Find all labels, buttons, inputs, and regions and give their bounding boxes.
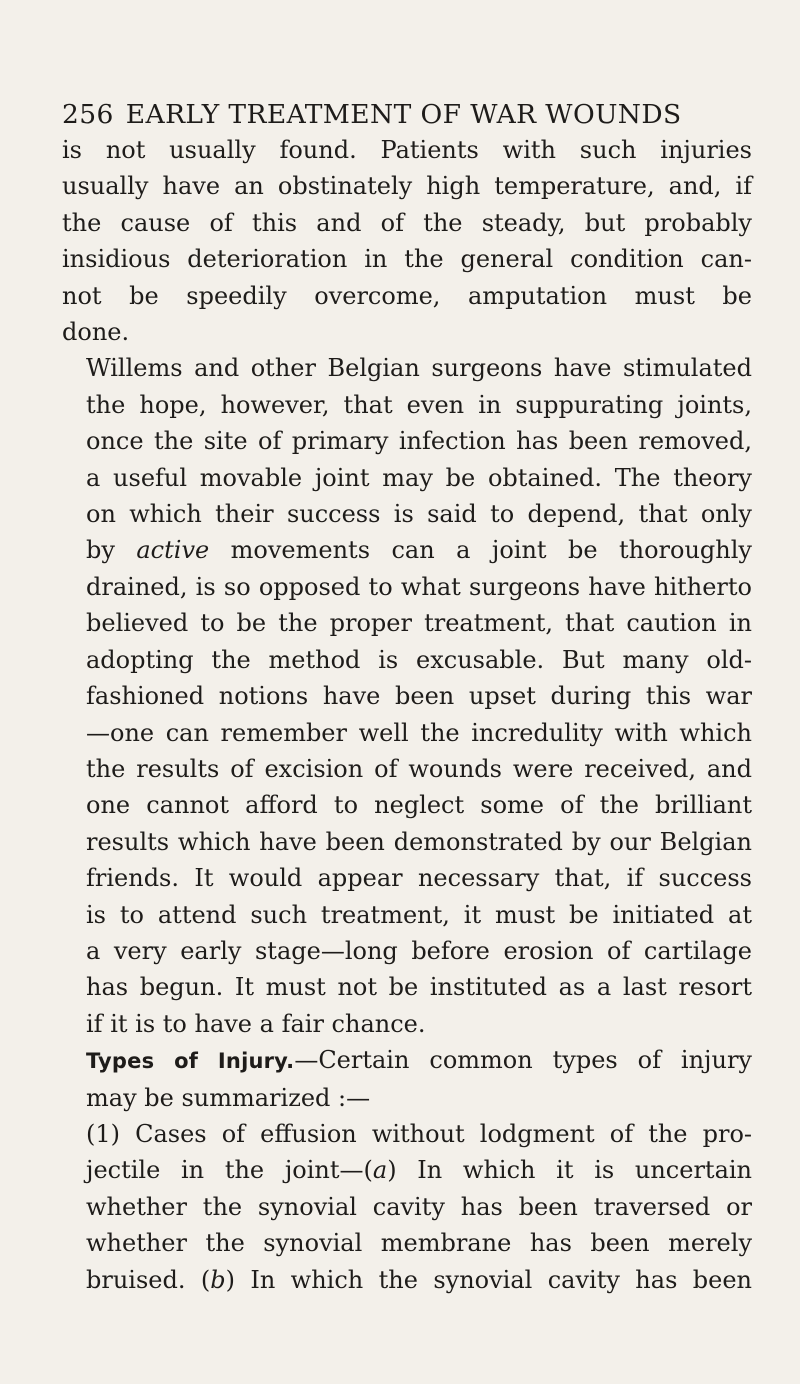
text-line: one cannot afford to neglect some of the brilliant: [86, 791, 752, 820]
text-line: a very early stage—long before erosion of cartilage: [86, 936, 752, 965]
text-line: not be speedily overcome, amputation must be: [62, 281, 752, 310]
paragraph-continuation: [62, 132, 752, 350]
text-line: friends. It would appear necessary that, if success: [86, 864, 752, 893]
text-line: is to attend such treatment, it must be initiated at: [86, 900, 752, 929]
text-line: the results of excision of wounds were received, and: [86, 754, 752, 783]
text-line: may be summarized :—: [86, 1083, 371, 1112]
body-text: [62, 132, 752, 1298]
text-line: whether the synovial membrane has been merely: [86, 1229, 752, 1258]
text-line: done.: [62, 318, 130, 347]
text-line: insidious deterioration in the general condition can-: [62, 245, 752, 274]
text-line-with-emphasis: bruised. (b) In which the synovial cavity has been: [86, 1265, 752, 1294]
text-line: adopting the method is excusable. But many old-: [86, 645, 752, 674]
text-line: if it is to have a fair chance.: [86, 1009, 426, 1038]
emphasis-text: b: [210, 1265, 226, 1294]
text-line: a useful movable joint may be obtained. The theory: [86, 463, 752, 492]
section-heading: Types of Injury.: [86, 1049, 295, 1074]
text-line: drained, is so opposed to what surgeons have hitherto: [86, 572, 752, 601]
text-line: results which have been demonstrated by our Belgian: [86, 827, 752, 856]
text-line: (1) Cases of effusion without lodgment of the pro-: [86, 1119, 752, 1148]
emphasis-text: a: [372, 1156, 388, 1185]
text-line: whether the synovial cavity has been traversed or: [86, 1192, 752, 1221]
paragraph-types-of-injury: [62, 1042, 752, 1116]
page-number: 256: [62, 99, 114, 130]
text-line: usually have an obstinately high temperature, and, if: [62, 172, 752, 201]
text-line: on which their success is said to depend, that only: [86, 500, 752, 529]
text-line: fashioned notions have been upset during this war: [86, 682, 752, 711]
text-line: once the site of primary infection has been removed,: [86, 427, 752, 456]
text-line: believed to be the proper treatment, that caution in: [86, 609, 752, 638]
text-line-with-heading: Types of Injury.—Certain common types of injury: [86, 1046, 752, 1075]
emphasis-text: active: [136, 536, 210, 565]
text-line: Willems and other Belgian surgeons have stimulated: [86, 354, 752, 383]
text-line-with-emphasis: by active movements can a joint be thoroughly: [86, 536, 752, 565]
running-head: [62, 100, 752, 130]
text-line: the cause of this and of the steady, but probably: [62, 208, 752, 237]
book-page: [62, 100, 752, 1298]
text-line: has begun. It must not be instituted as a last resort: [86, 973, 752, 1002]
paragraph-case-1: [62, 1116, 752, 1298]
text-line: is not usually found. Patients with such injuries: [62, 136, 752, 164]
text-line-with-emphasis: jectile in the joint—(a) In which it is uncertain: [86, 1156, 753, 1185]
text-line: the hope, however, that even in suppurating joints,: [86, 390, 752, 419]
paragraph-willems: [62, 350, 752, 1042]
running-title: EARLY TREATMENT OF WAR WOUNDS: [125, 99, 682, 130]
text-line: —one can remember well the incredulity with which: [86, 718, 752, 747]
